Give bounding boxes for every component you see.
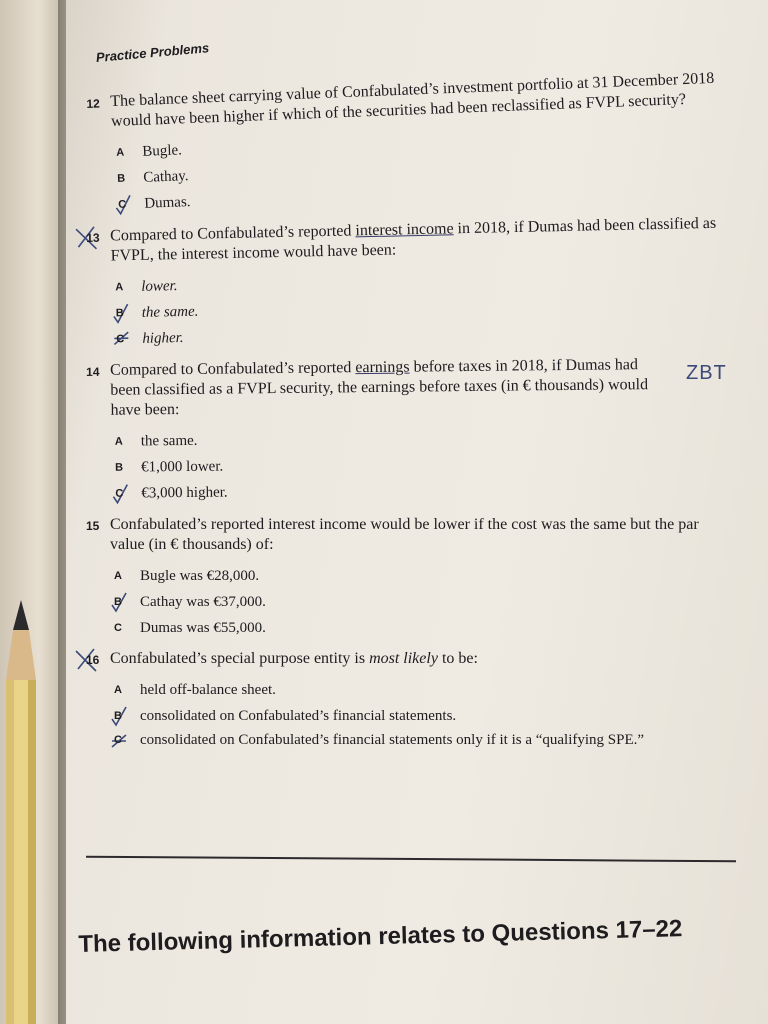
pencil-icon bbox=[0, 600, 42, 1024]
option-letter: A bbox=[114, 570, 122, 582]
option-text: Dumas. bbox=[143, 194, 191, 212]
question-text bbox=[86, 649, 736, 669]
option-text: consolidated on Confabulated’s financial statements only if it is a “qualifying SPE.” bbox=[140, 732, 645, 748]
option-text: Cathay was €37,000. bbox=[140, 594, 266, 610]
option-text: Dumas was €55,000. bbox=[140, 620, 266, 636]
option-text: Cathay. bbox=[142, 168, 189, 186]
page-content bbox=[78, 40, 736, 958]
option-letter: C bbox=[114, 734, 122, 746]
question-body-end: to be: bbox=[437, 650, 478, 667]
question-text bbox=[86, 515, 736, 555]
option-text: consolidated on Confabulated’s financial statements. bbox=[140, 708, 457, 724]
option-b bbox=[114, 703, 736, 729]
option-letter: C bbox=[114, 622, 122, 634]
question-number: 15 bbox=[86, 519, 100, 533]
emphasis-phrase: most likely bbox=[369, 650, 438, 667]
option-letter: A bbox=[114, 684, 122, 696]
option-letter: A bbox=[114, 435, 123, 448]
question-body-end: before taxes in 2018, if Dumas had been classified as a FVPL security, the earnings before taxes (in € thousands) would have been: bbox=[110, 356, 649, 419]
option-text: the same. bbox=[140, 432, 198, 450]
option-c bbox=[115, 474, 737, 507]
option-letter: B bbox=[114, 710, 122, 722]
question-13 bbox=[86, 213, 738, 353]
option-text: Bugle. bbox=[141, 142, 183, 160]
question-body: Compared to Confabulated’s reported bbox=[110, 359, 356, 379]
question-number: 12 bbox=[86, 96, 101, 111]
question-text bbox=[86, 213, 737, 267]
option-text: Bugle was €28,000. bbox=[140, 568, 260, 584]
question-16 bbox=[86, 649, 736, 751]
options-list bbox=[88, 116, 741, 219]
option-letter: C bbox=[118, 198, 127, 211]
book-page bbox=[66, 0, 768, 1024]
option-letter: B bbox=[117, 172, 126, 185]
option-c bbox=[114, 615, 736, 641]
options-list bbox=[86, 563, 736, 641]
option-text: the same. bbox=[141, 303, 199, 321]
options-list bbox=[87, 422, 738, 507]
handwritten-note: ZBT bbox=[686, 362, 727, 384]
option-letter: A bbox=[116, 146, 125, 159]
option-text: €3,000 higher. bbox=[141, 484, 228, 502]
underlined-phrase: earnings bbox=[355, 358, 410, 377]
option-letter: B bbox=[115, 307, 124, 320]
option-text: higher. bbox=[142, 329, 184, 347]
question-number: 13 bbox=[86, 230, 100, 245]
option-letter: C bbox=[115, 487, 124, 500]
options-list bbox=[87, 261, 738, 353]
option-text: lower. bbox=[141, 278, 178, 295]
option-c bbox=[114, 729, 736, 751]
question-body: Compared to Confabulated’s reported bbox=[110, 222, 356, 245]
question-15 bbox=[86, 515, 736, 641]
option-text: held off-balance sheet. bbox=[140, 682, 276, 698]
option-text: €1,000 lower. bbox=[141, 458, 224, 476]
underlined-phrase: interest income bbox=[355, 220, 454, 240]
question-text bbox=[86, 354, 737, 421]
section-heading: The following information relates to Questions 17–22 bbox=[78, 915, 683, 958]
question-number: 16 bbox=[86, 653, 100, 667]
page-header: Practice Problems bbox=[95, 40, 210, 65]
section-divider bbox=[86, 856, 736, 863]
question-body: The balance sheet carrying value of Confabulated’s investment portfolio at 31 December 2018 would have been higher if which of the securities had been reclassified as FVPL security? bbox=[110, 69, 715, 131]
options-list bbox=[86, 677, 736, 751]
option-b bbox=[114, 589, 736, 615]
question-body: Confabulated’s reported interest income would be lower if the cost was the same but the par value (in € thousands) of: bbox=[110, 516, 699, 553]
option-letter: C bbox=[116, 333, 125, 346]
option-letter: A bbox=[115, 281, 124, 294]
option-a bbox=[114, 563, 736, 589]
question-body-end: in 2018, if Dumas had been classified as FVPL, the interest income would have been: bbox=[110, 214, 717, 265]
option-a bbox=[114, 677, 736, 703]
question-number: 14 bbox=[86, 364, 100, 379]
option-letter: B bbox=[114, 596, 122, 608]
question-14 bbox=[86, 354, 737, 507]
option-letter: B bbox=[115, 461, 124, 474]
question-body: Confabulated’s special purpose entity is bbox=[110, 650, 370, 667]
question-12 bbox=[86, 68, 740, 219]
